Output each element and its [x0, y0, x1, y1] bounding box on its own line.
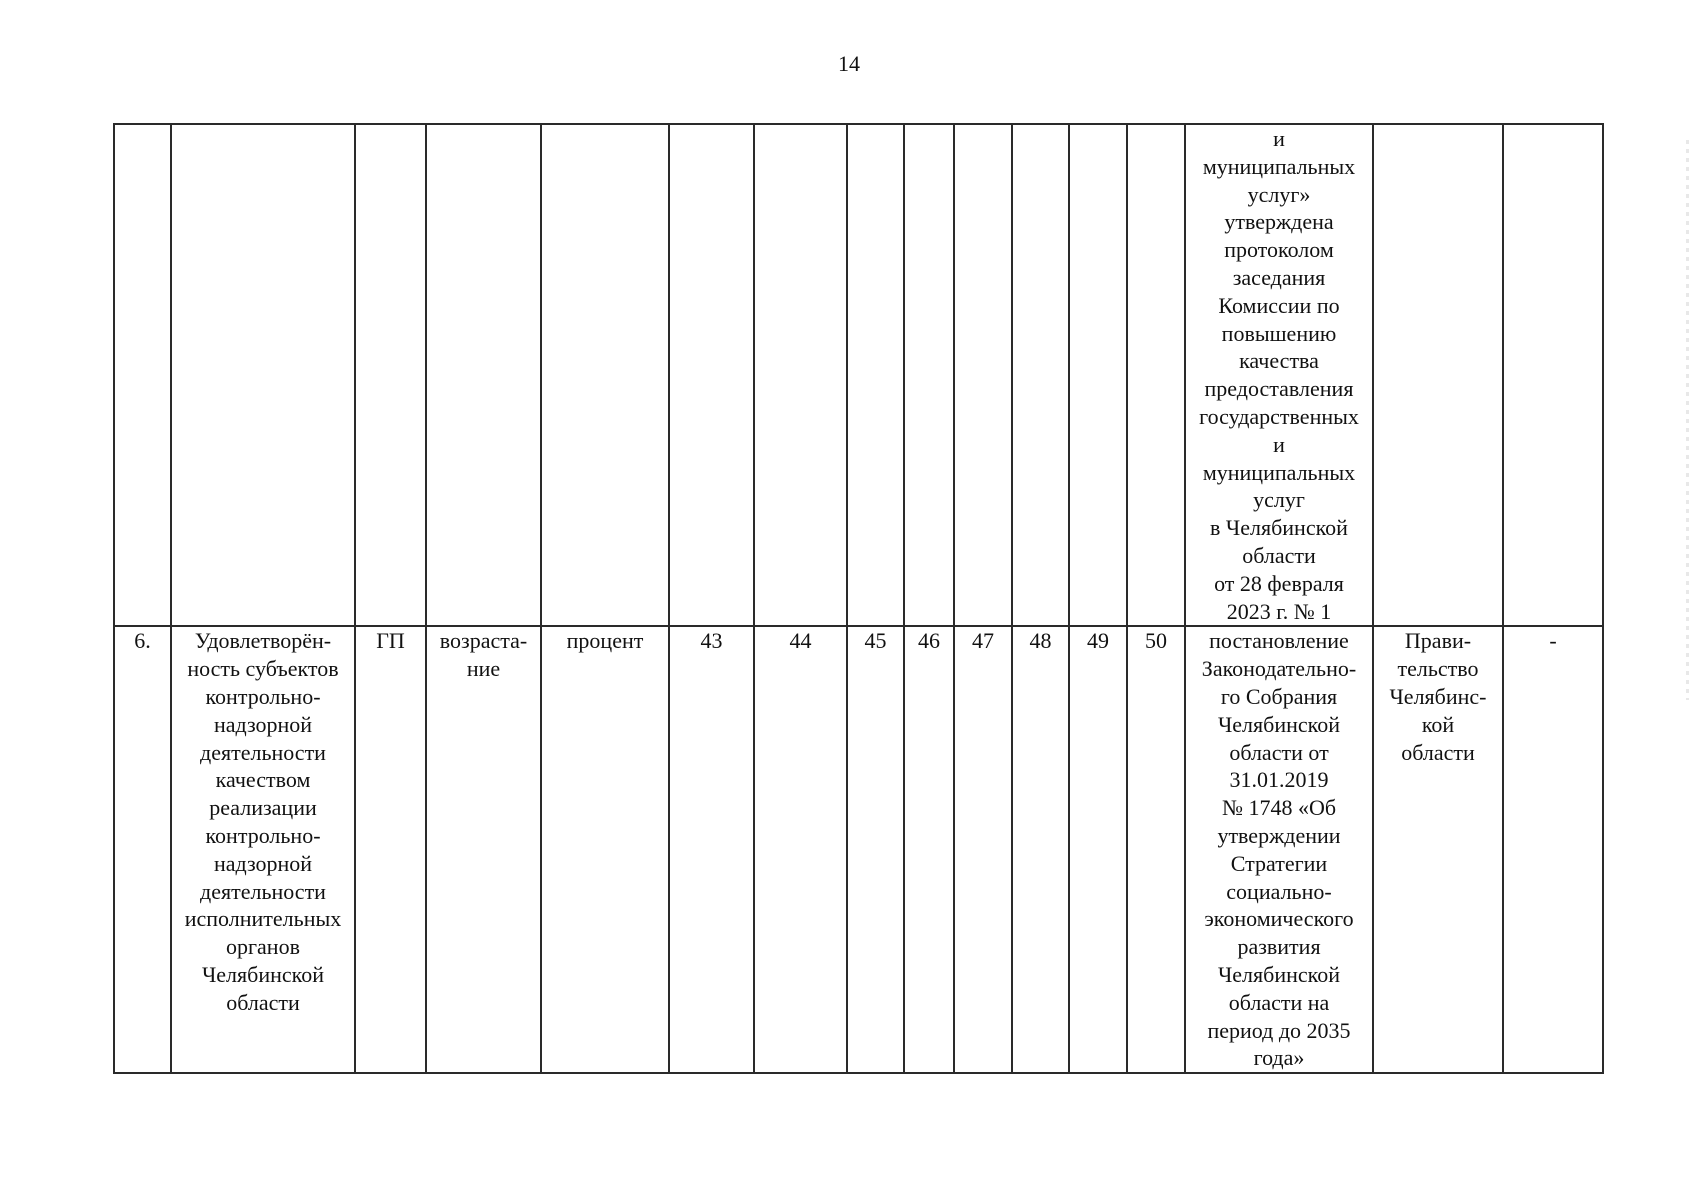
cell-text-line: в Челябинской	[1210, 515, 1348, 541]
cell-text-line: области	[226, 989, 300, 1015]
cell-direction	[426, 124, 541, 626]
cell-text-line: надзорной	[213, 850, 313, 876]
cell-text-line: Законодательно-	[1201, 656, 1357, 682]
cell-text-line: повышению	[1221, 320, 1337, 346]
cell-responsible	[1373, 626, 1503, 1073]
cell-text-line: Челябинской	[1217, 711, 1340, 737]
page-number: 14	[838, 51, 860, 76]
cell-level	[355, 124, 426, 626]
cell-text-line: деятельности	[200, 878, 326, 904]
cell-text-line: утверждении	[1217, 822, 1341, 848]
cell-text-line: заседания	[1232, 264, 1326, 290]
cell-text-line: 31.01.2019	[1229, 767, 1329, 793]
cell-value	[1127, 124, 1185, 626]
cell-text-line: ние	[466, 656, 501, 682]
cell-text-line: тельство	[1397, 656, 1479, 682]
cell-text-line: качеством	[215, 767, 311, 793]
cell-text-line: органов	[226, 934, 300, 960]
cell-text-line: Комиссии по	[1218, 292, 1340, 318]
cell-unit: процент	[541, 626, 669, 1073]
cell-text-line: Челябинской	[201, 961, 324, 987]
cell-text-line: и	[1273, 126, 1285, 151]
cell-text-line: № 1748 «Об	[1221, 795, 1337, 821]
table-row-continued	[114, 124, 1603, 626]
cell-text-line: услуг	[1253, 487, 1305, 513]
cell-text-line: 2023 г. № 1	[1226, 598, 1332, 624]
cell-text-line: контрольно-	[205, 822, 321, 848]
cell-text-line: экономического	[1204, 906, 1354, 932]
cell-text-line: муниципальных	[1202, 459, 1356, 485]
indicators-table	[113, 123, 1604, 1074]
cell-text-line: государственных	[1199, 403, 1359, 429]
cell-text-line: Удовлетворён-	[194, 628, 332, 654]
cell-text-line: протоколом	[1224, 237, 1334, 263]
cell-text-line: го Собрания	[1220, 683, 1338, 709]
cell-value: 45	[847, 626, 904, 1073]
cell-text-line: контрольно-	[205, 683, 321, 709]
cell-number	[114, 124, 171, 626]
cell-value	[754, 124, 847, 626]
cell-value	[954, 124, 1012, 626]
cell-text-line: социально-	[1226, 878, 1332, 904]
cell-value	[847, 124, 904, 626]
cell-text-line: Челябинс-	[1389, 683, 1487, 709]
cell-text-line: исполнительных	[184, 906, 342, 932]
cell-level: ГП	[355, 626, 426, 1073]
cell-text-line: от 28 февраля	[1214, 570, 1344, 596]
cell-text-line: области от	[1229, 739, 1329, 765]
cell-text-line: года»	[1253, 1045, 1305, 1071]
cell-responsible	[1373, 124, 1503, 626]
cell-value: 49	[1069, 626, 1127, 1073]
cell-text-line: постановление	[1209, 628, 1349, 654]
cell-value: 48	[1012, 626, 1069, 1073]
cell-text-line: ность субъектов	[187, 656, 339, 682]
cell-indicator-name	[171, 124, 355, 626]
cell-base-value	[669, 124, 754, 626]
cell-text-line: кой	[1421, 711, 1455, 737]
cell-text-line: области	[1401, 739, 1475, 765]
cell-text-line: области	[1242, 542, 1316, 568]
cell-text-line: Стратегии	[1230, 850, 1328, 876]
cell-base-value: 43	[669, 626, 754, 1073]
cell-text-line: возраста-	[439, 628, 528, 654]
cell-basis-document	[1185, 626, 1373, 1073]
cell-value: 46	[904, 626, 954, 1073]
cell-value	[1069, 124, 1127, 626]
cell-text-line: реализации	[209, 795, 317, 821]
cell-direction	[426, 626, 541, 1073]
cell-text-line: услуг»	[1247, 181, 1311, 207]
cell-number: 6.	[114, 626, 171, 1073]
cell-text-line: Прави-	[1404, 628, 1472, 654]
cell-value: 50	[1127, 626, 1185, 1073]
cell-text-line: деятельности	[200, 739, 326, 765]
cell-text-line: надзорной	[213, 711, 313, 737]
cell-text-line: качества	[1239, 348, 1319, 374]
cell-indicator-name	[171, 626, 355, 1073]
table-row-6	[114, 626, 1603, 1073]
cell-text-line: развития	[1237, 934, 1321, 960]
cell-text-line: области на	[1228, 989, 1330, 1015]
cell-value	[1012, 124, 1069, 626]
cell-value	[904, 124, 954, 626]
cell-unit	[541, 124, 669, 626]
cell-text-line: предоставления	[1204, 376, 1354, 402]
cell-basis-document	[1185, 124, 1373, 626]
cell-text-line: утверждена	[1224, 209, 1334, 235]
cell-text-line: муниципальных	[1202, 153, 1356, 179]
cell-link: -	[1503, 626, 1603, 1073]
cell-text-line: Челябинской	[1217, 961, 1340, 987]
cell-value: 44	[754, 626, 847, 1073]
cell-value: 47	[954, 626, 1012, 1073]
cell-link	[1503, 124, 1603, 626]
cell-text-line: период до 2035	[1207, 1017, 1351, 1043]
cell-text-line: и	[1273, 431, 1285, 457]
scan-edge-artifact	[1686, 140, 1689, 700]
